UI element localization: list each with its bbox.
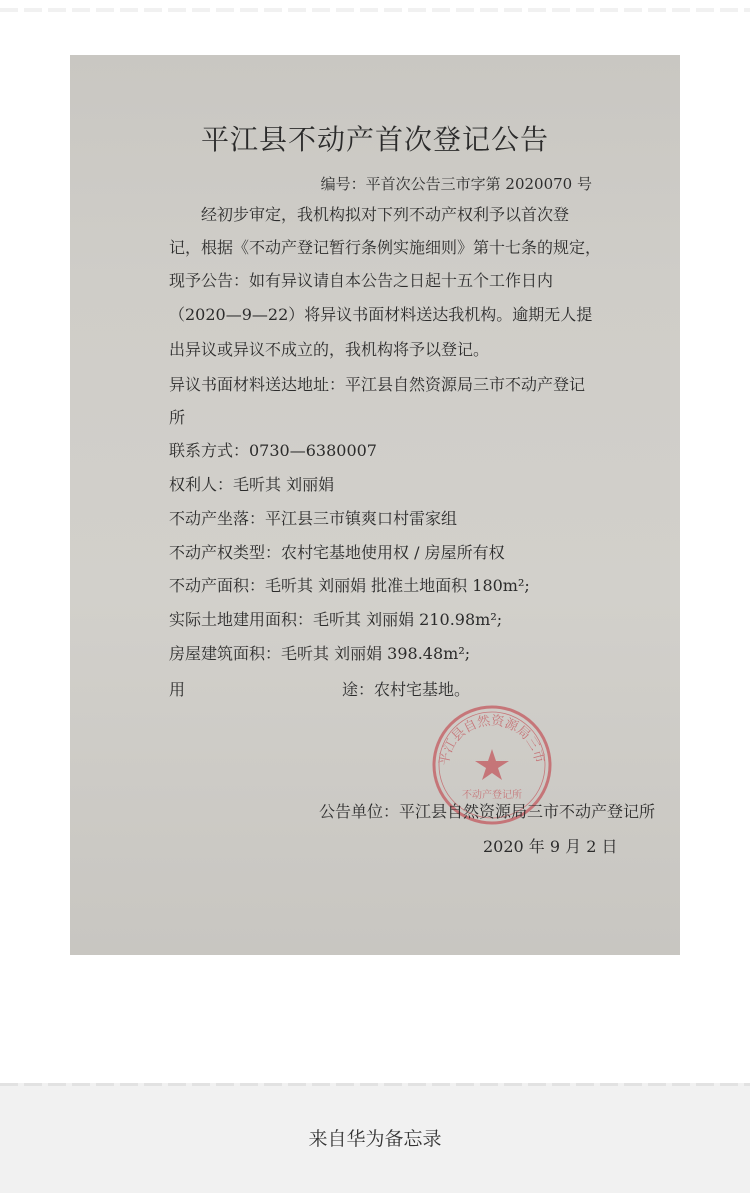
body-line: 所 <box>169 408 186 427</box>
body-line: 经初步审定，我机构拟对下列不动产权利予以首次登 <box>201 205 570 224</box>
location-line: 不动产坐落：平江县三市镇爽口村雷家组 <box>169 509 458 528</box>
land-area-line: 实际土地建用面积：毛听其 刘丽娟 210.98m²; <box>169 610 503 629</box>
usage-label: 用 <box>169 680 186 699</box>
document-number: 编号：平首次公告三市字第 2020070 号 <box>320 175 592 193</box>
footer-source-label: 来自华为备忘录 <box>308 1128 442 1150</box>
document-photo <box>70 55 680 955</box>
footer-divider <box>0 1083 750 1086</box>
document-title: 平江县不动产首次登记公告 <box>200 123 549 156</box>
footer <box>0 1083 750 1193</box>
area-line: 不动产面积：毛听其 刘丽娟 批准土地面积 180m²; <box>169 576 530 595</box>
body-line: （2020—9—22）将异议书面材料送达我机构。逾期无人提 <box>169 305 593 324</box>
svg-text:平江县自然资源局三市: 平江县自然资源局三市 <box>436 713 547 768</box>
body-line: 异议书面材料送达地址：平江县自然资源局三市不动产登记 <box>169 375 586 394</box>
contact-line: 联系方式：0730—6380007 <box>169 441 377 460</box>
usage-value: 途：农村宅基地。 <box>342 680 471 699</box>
svg-text:不动产登记所: 不动产登记所 <box>462 790 522 801</box>
building-area-line: 房屋建筑面积：毛听其 刘丽娟 398.48m²; <box>169 644 471 663</box>
issue-date: 2020 年 9 月 2 日 <box>483 837 618 856</box>
top-divider <box>0 8 750 12</box>
issuer: 公告单位：平江县自然资源局三市不动产登记所 <box>319 802 656 821</box>
body-line: 出异议或异议不成立的，我机构将予以登记。 <box>169 340 490 359</box>
right-type-line: 不动产权类型：农村宅基地使用权 / 房屋所有权 <box>169 543 505 562</box>
body-line: 现予公告：如有异议请自本公告之日起十五个工作日内 <box>169 271 554 290</box>
body-line: 记，根据《不动产登记暂行条例实施细则》第十七条的规定， <box>169 238 602 257</box>
owner-line: 权利人：毛听其 刘丽娟 <box>169 475 335 494</box>
top-strip <box>0 0 750 20</box>
